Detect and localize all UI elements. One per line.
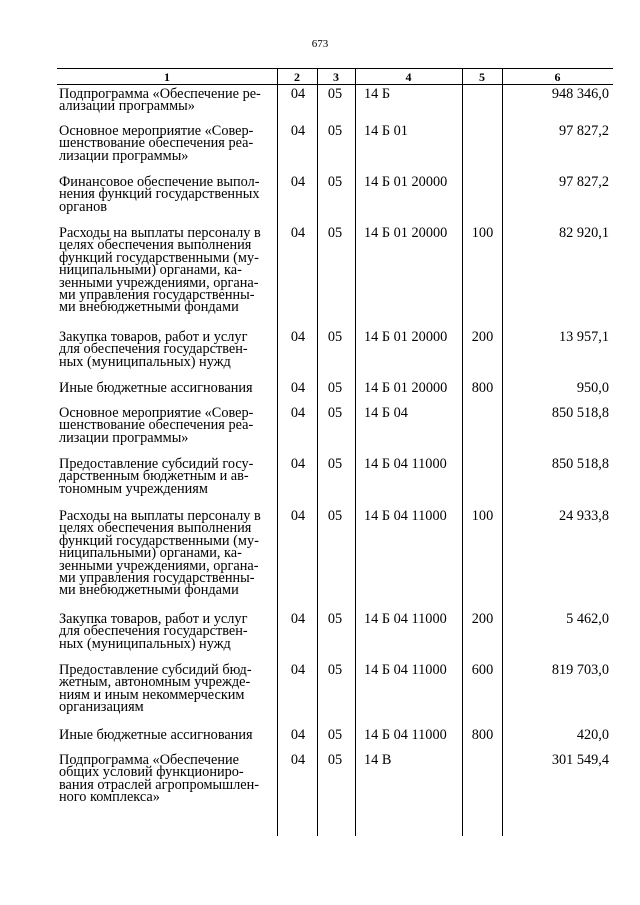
row-name: Расходы на выплаты персоналу в целях обеспечения выполнения функций государственными (му- ниципальными) органами, ка- зенными учреждениями, органа- ми управления государственны- ми внебюджетными фондами	[59, 225, 261, 316]
row-subsection: 05	[327, 727, 343, 743]
row-name: Подпрограмма «Обеспечение ре- ализации программы»	[59, 86, 261, 115]
row-expense-type: 100	[471, 225, 494, 241]
row-subsection: 05	[327, 225, 343, 241]
row-name: Закупка товаров, работ и услуг для обеспечения государствен- ных (муниципальных) нужд	[59, 329, 248, 370]
row-section: 04	[290, 329, 306, 345]
row-amount: 819 703,0	[551, 662, 609, 678]
row-amount: 950,0	[576, 380, 609, 396]
page-number: 673	[311, 38, 329, 50]
row-subsection: 05	[327, 752, 343, 768]
column-header: 1	[164, 70, 170, 84]
row-expense-type: 200	[471, 611, 494, 627]
row-expense-type: 800	[471, 727, 494, 743]
row-subsection: 05	[327, 329, 343, 345]
column-divider	[317, 68, 318, 836]
row-amount: 420,0	[576, 727, 609, 743]
column-divider	[502, 68, 503, 836]
row-section: 04	[290, 508, 306, 524]
row-section: 04	[290, 662, 306, 678]
row-section: 04	[290, 456, 306, 472]
row-target-code: 14 Б 01	[364, 123, 408, 139]
row-expense-type: 200	[471, 329, 494, 345]
row-target-code: 14 Б 01 20000	[364, 174, 448, 190]
column-header: 5	[479, 70, 485, 84]
row-amount: 850 518,8	[551, 456, 609, 472]
table-top-border	[57, 68, 613, 69]
row-name: Подпрограмма «Обеспечение общих условий функциониро- вания отраслей агропромышлен- ного комплекса»	[59, 752, 260, 806]
row-subsection: 05	[327, 174, 343, 190]
row-name: Основное мероприятие «Совер- шенствование обеспечения реа- лизации программы»	[59, 405, 254, 446]
column-divider	[355, 68, 356, 836]
row-section: 04	[290, 727, 306, 743]
row-section: 04	[290, 123, 306, 139]
row-name: Иные бюджетные ассигнования	[59, 727, 253, 743]
row-target-code: 14 Б 04 11000	[364, 727, 447, 743]
row-amount: 97 827,2	[558, 123, 609, 139]
row-subsection: 05	[327, 508, 343, 524]
row-target-code: 14 Б	[364, 86, 391, 102]
row-name: Основное мероприятие «Совер- шенствование обеспечения реа- лизации программы»	[59, 123, 254, 164]
row-subsection: 05	[327, 380, 343, 396]
row-subsection: 05	[327, 86, 343, 102]
column-header: 6	[554, 70, 561, 84]
row-subsection: 05	[327, 662, 343, 678]
row-section: 04	[290, 380, 306, 396]
row-subsection: 05	[327, 456, 343, 472]
row-target-code: 14 Б 04 11000	[364, 611, 447, 627]
row-amount: 301 549,4	[551, 752, 609, 768]
column-divider	[277, 68, 278, 836]
row-expense-type: 100	[471, 508, 494, 524]
row-name: Предоставление субсидий госу- дарственным бюджетным и ав- тономным учреждениям	[59, 456, 254, 497]
row-name: Предоставление субсидий бюд- жетным, автономным учрежде- ниям и иным некоммерческим организациям	[59, 662, 252, 716]
column-header: 3	[333, 70, 339, 84]
row-subsection: 05	[327, 123, 343, 139]
row-name: Иные бюджетные ассигнования	[59, 380, 253, 396]
row-amount: 82 920,1	[558, 225, 609, 241]
row-section: 04	[290, 174, 306, 190]
row-name: Расходы на выплаты персоналу в целях обеспечения выполнения функций государственными (му- ниципальными) органами, ка- зенными учреждениями, органа- ми управления государственны- ми внебюджетными фондами	[59, 508, 261, 599]
row-target-code: 14 Б 04 11000	[364, 508, 447, 524]
row-amount: 5 462,0	[566, 611, 609, 627]
row-subsection: 05	[327, 405, 343, 421]
row-target-code: 14 Б 01 20000	[364, 329, 448, 345]
row-target-code: 14 Б 04	[364, 405, 408, 421]
row-amount: 850 518,8	[551, 405, 609, 421]
row-target-code: 14 Б 01 20000	[364, 380, 448, 396]
row-name: Закупка товаров, работ и услуг для обеспечения государствен- ных (муниципальных) нужд	[59, 611, 248, 652]
row-amount: 948 346,0	[551, 86, 609, 102]
row-target-code: 14 Б 04 11000	[364, 662, 447, 678]
row-amount: 13 957,1	[558, 329, 609, 345]
row-target-code: 14 Б 04 11000	[364, 456, 447, 472]
row-amount: 97 827,2	[558, 174, 609, 190]
row-section: 04	[290, 752, 306, 768]
row-amount: 24 933,8	[558, 508, 609, 524]
column-header: 4	[405, 70, 412, 84]
row-section: 04	[290, 611, 306, 627]
row-section: 04	[290, 225, 306, 241]
row-section: 04	[290, 86, 306, 102]
column-header: 2	[294, 70, 300, 84]
row-target-code: 14 В	[364, 752, 392, 768]
row-subsection: 05	[327, 611, 343, 627]
row-section: 04	[290, 405, 306, 421]
row-name: Финансовое обеспечение выпол- нения функций государственных органов	[59, 174, 260, 215]
row-expense-type: 800	[471, 380, 494, 396]
row-target-code: 14 Б 01 20000	[364, 225, 448, 241]
row-expense-type: 600	[471, 662, 494, 678]
budget-table	[57, 68, 613, 836]
